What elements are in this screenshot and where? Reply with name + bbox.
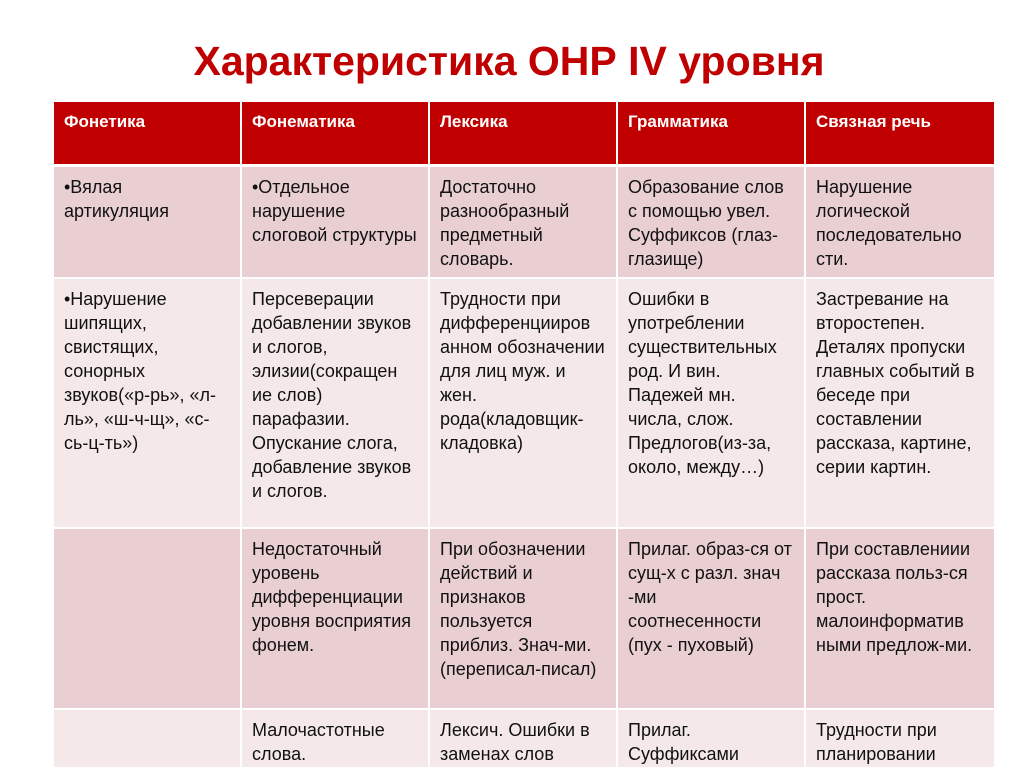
table-row: [54, 709, 994, 767]
header-grammar: Грамматика: [617, 102, 805, 165]
table-cell: Образование слов с помощью увел. Суффиксов (глаз-глазище): [617, 165, 805, 278]
table-cell: Прилаг. Суффиксами: [617, 709, 805, 767]
table-cell: Нарушение логической последовательно сти.: [805, 165, 994, 278]
slide-title: Характеристика ОНР IV уровня: [193, 38, 825, 84]
table-header-row: [54, 102, 994, 165]
table-cell: Лексич. Ошибки в заменах слов: [429, 709, 617, 767]
table-cell: [54, 709, 241, 767]
table-cell: При обозначении действий и признаков пользуется приблиз. Знач-ми. (переписал-писал): [429, 528, 617, 709]
table-cell: При составлениии рассказа польз-ся прост. малоинформатив ными предлож-ми.: [805, 528, 994, 709]
table-cell: •Нарушение шипящих, свистящих, сонорных звуков(«р-рь», «л-ль», «ш-ч-щ», «с-сь-ц-ть»): [54, 278, 241, 528]
table-cell: Недостаточный уровень дифференциации уровня восприятия фонем.: [241, 528, 429, 709]
table-cell: Достаточно разнообразный предметный словарь.: [429, 165, 617, 278]
table-cell: Малочастотные слова.: [241, 709, 429, 767]
table-cell: •Отдельное нарушение слоговой структуры: [241, 165, 429, 278]
table-cell: Трудности при планировании: [805, 709, 994, 767]
table-cell: [54, 528, 241, 709]
table-row: [54, 165, 994, 278]
table-cell: Застревание на второстепен. Деталях пропуски главных событий в беседе при составлении рассказа, картине, серии картин.: [805, 278, 994, 528]
header-connected-speech: Связная речь: [805, 102, 994, 165]
header-lexis: Лексика: [429, 102, 617, 165]
table-row: [54, 278, 994, 528]
table-cell: Ошибки в употреблении существительных род. И вин. Падежей мн. числа, слож. Предлогов(из-за, около, между…): [617, 278, 805, 528]
table-cell: Прилаг. образ-ся от сущ-х с разл. знач -ми соотнесенности (пух - пуховый): [617, 528, 805, 709]
header-phonetics: Фонетика: [54, 102, 241, 165]
table-cell: Трудности при дифференцииров анном обозначении для лиц муж. и жен. рода(кладовщик-кладовка): [429, 278, 617, 528]
table-cell: Персеверации добавлении звуков и слогов, элизии(сокращен ие слов) парафазии. Опускание слога, добавление звуков и слогов.: [241, 278, 429, 528]
table-cell: •Вялая артикуляция: [54, 165, 241, 278]
table-row: [54, 528, 994, 709]
characteristics-table: [54, 102, 994, 767]
header-phonematics: Фонематика: [241, 102, 429, 165]
